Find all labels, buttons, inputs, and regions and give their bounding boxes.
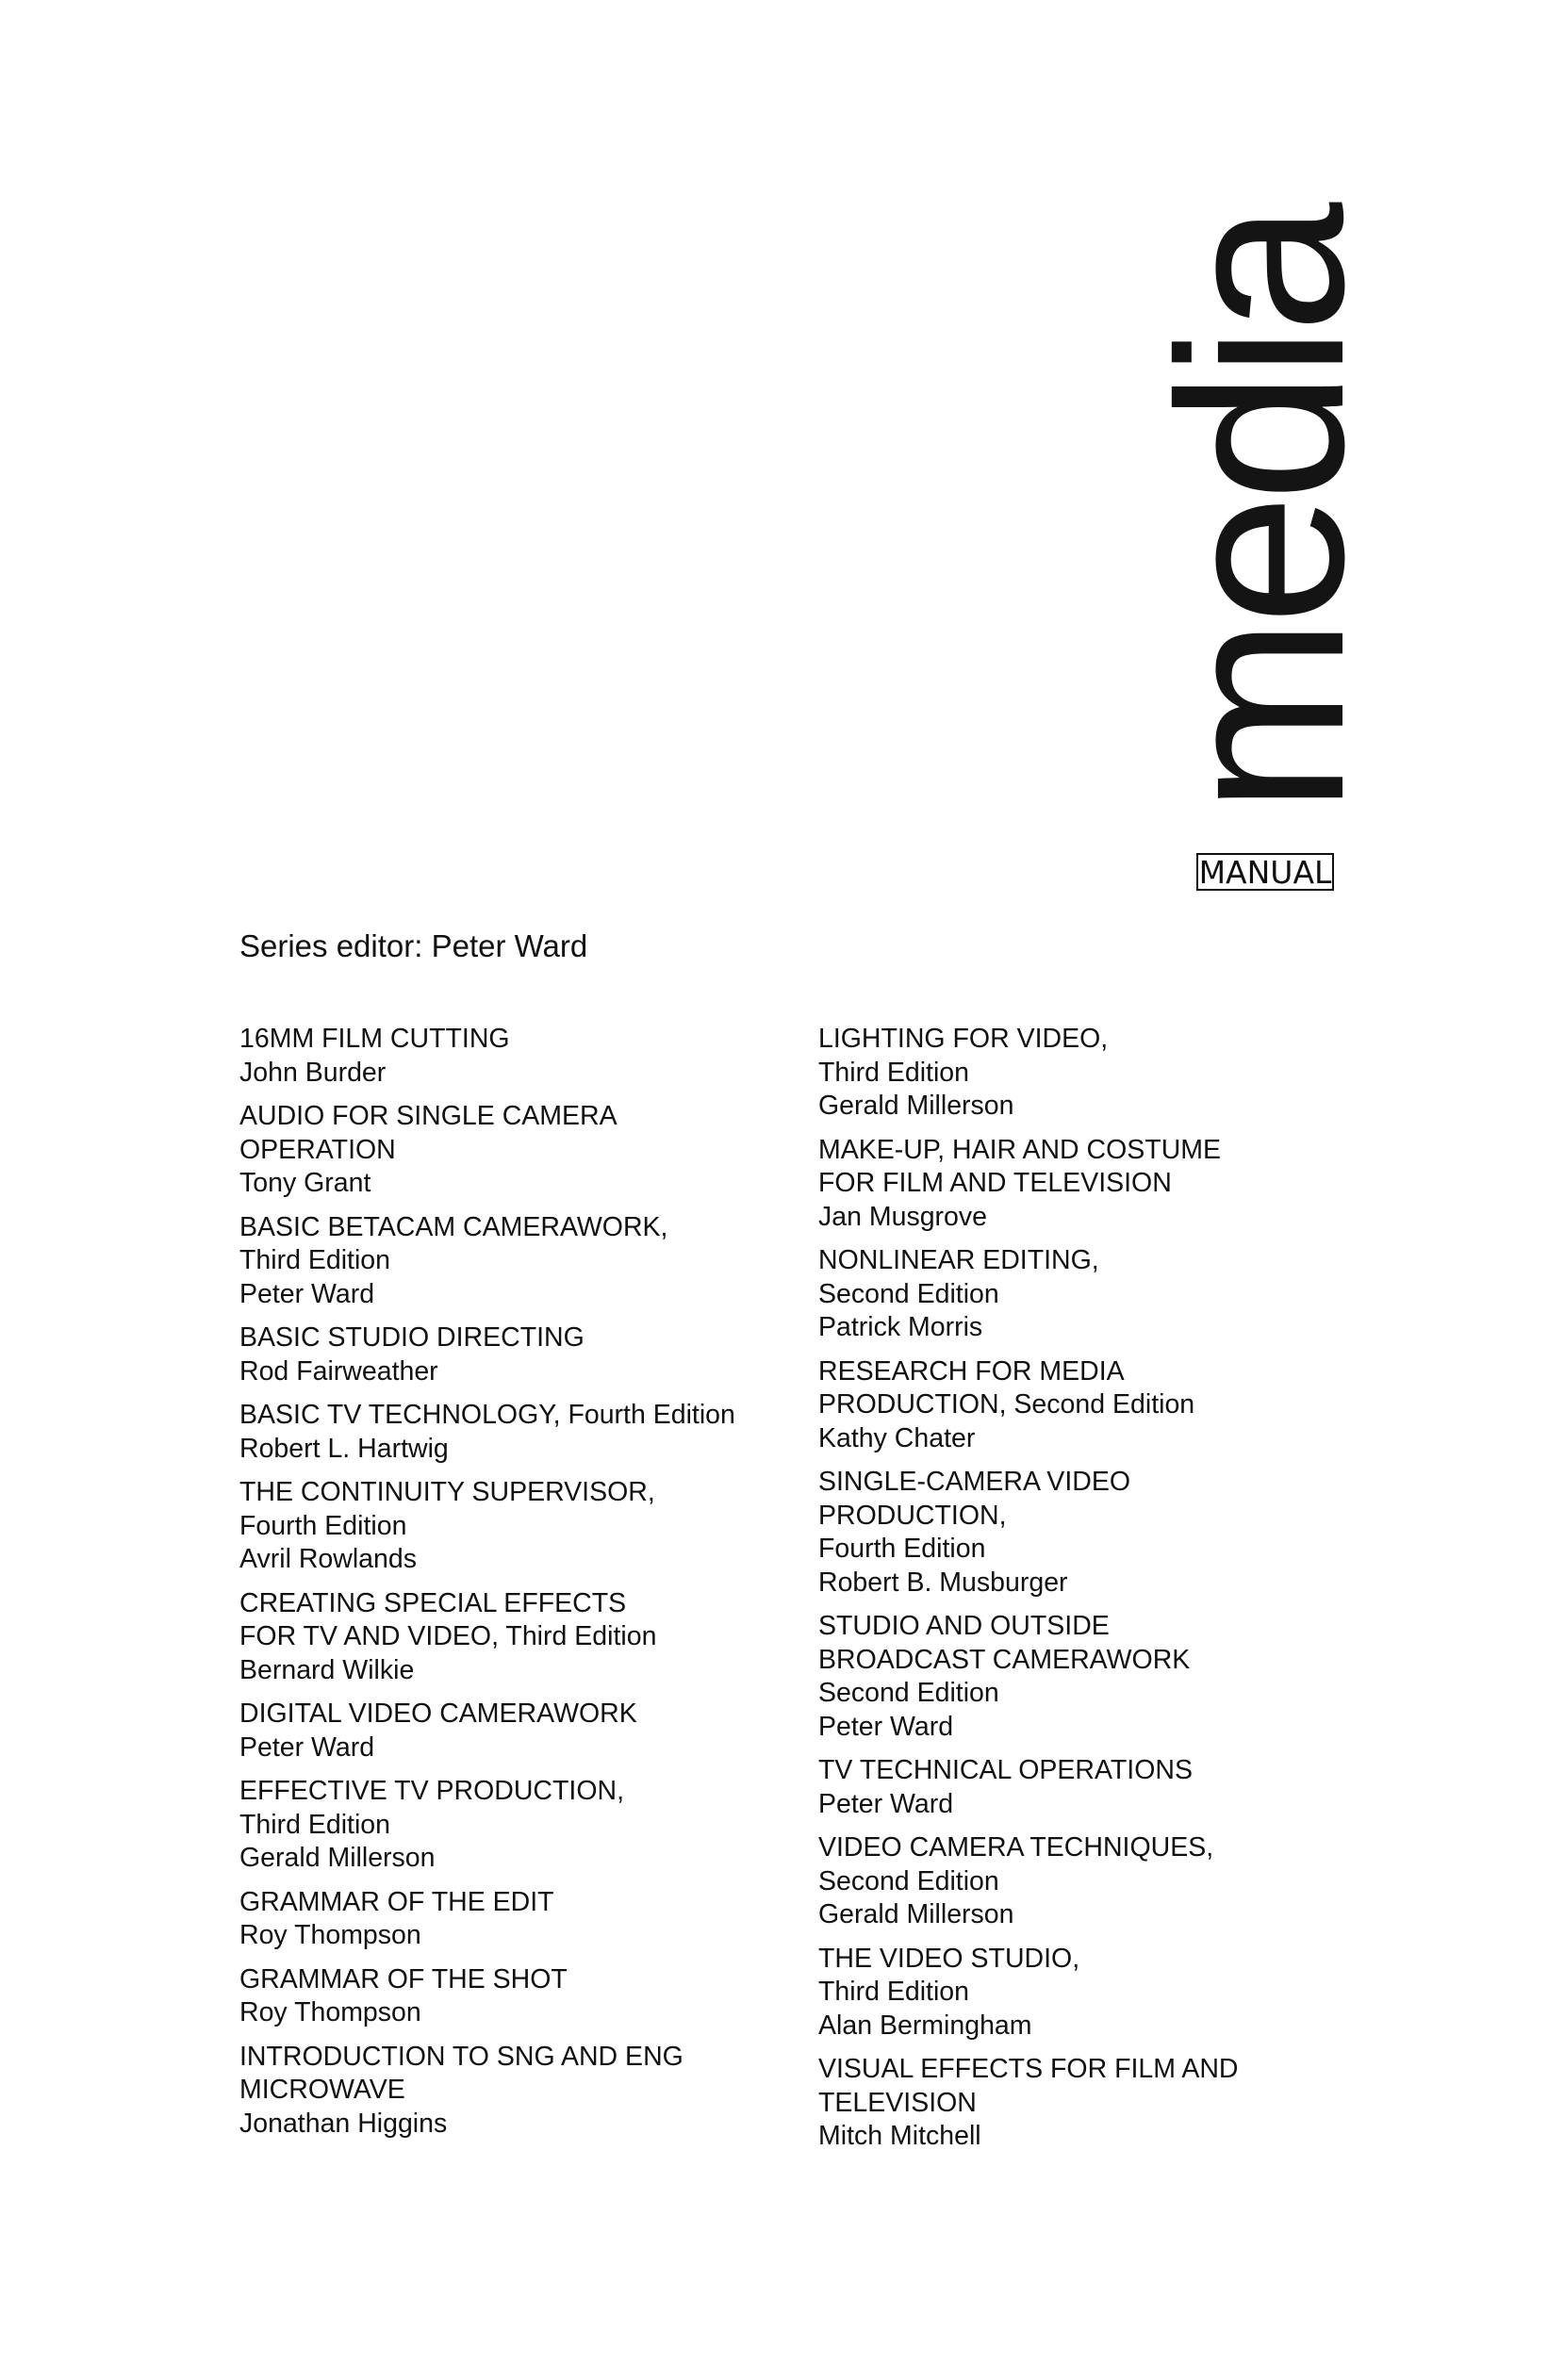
- book-title-line: DIGITAL VIDEO CAMERAWORK: [239, 1699, 637, 1729]
- book-title-line: Third Edition: [818, 1057, 969, 1088]
- book-title-line: BASIC TV TECHNOLOGY, Fourth Edition: [239, 1400, 735, 1430]
- book-author: Robert L. Hartwig: [239, 1433, 449, 1464]
- book-entry: [239, 1321, 767, 1388]
- book-author: Mitch Mitchell: [818, 2121, 981, 2151]
- book-title-line: TELEVISION: [818, 2087, 977, 2118]
- book-entry: [239, 1587, 767, 1688]
- book-author: Jan Musgrove: [818, 1201, 988, 1232]
- book-entry: [239, 1211, 767, 1312]
- book-list-right: [818, 1023, 1346, 2164]
- book-title-line: FOR TV AND VIDEO, Third Edition: [239, 1621, 657, 1651]
- book-entry: [239, 1100, 767, 1201]
- book-title-line: CREATING SPECIAL EFFECTS: [239, 1587, 627, 1618]
- book-title-line: BROADCAST CAMERAWORK: [818, 1644, 1191, 1675]
- book-entry: [818, 1355, 1346, 1456]
- book-title-line: Second Edition: [818, 1678, 999, 1708]
- book-author: Gerald Millerson: [818, 1091, 1014, 1121]
- book-author: Gerald Millerson: [239, 1843, 436, 1873]
- book-title-line: BASIC STUDIO DIRECTING: [239, 1322, 585, 1353]
- book-author: Tony Grant: [239, 1168, 371, 1198]
- book-author: Kathy Chater: [818, 1422, 976, 1453]
- book-author: John Burder: [239, 1057, 387, 1088]
- book-title-line: Second Edition: [818, 1865, 999, 1896]
- book-entry: [818, 1831, 1346, 1932]
- series-editor: Series editor: Peter Ward: [239, 928, 588, 963]
- book-entry: [818, 1754, 1346, 1821]
- book-title-line: THE VIDEO STUDIO,: [818, 1943, 1080, 1974]
- book-author: Roy Thompson: [239, 1997, 421, 2027]
- book-author: Roy Thompson: [239, 1920, 421, 1950]
- book-author: Gerald Millerson: [818, 1899, 1014, 1929]
- book-title-line: VISUAL EFFECTS FOR FILM AND: [818, 2054, 1239, 2084]
- book-entry: [239, 1886, 767, 1953]
- book-author: Alan Bermingham: [818, 2010, 1032, 2041]
- book-title-line: TV TECHNICAL OPERATIONS: [818, 1755, 1193, 1785]
- book-title-line: Second Edition: [818, 1278, 999, 1309]
- book-title-line: INTRODUCTION TO SNG AND ENG: [239, 2041, 683, 2072]
- book-author: Patrick Morris: [818, 1312, 983, 1342]
- book-author: Peter Ward: [818, 1711, 954, 1742]
- book-title-line: NONLINEAR EDITING,: [818, 1245, 1099, 1275]
- logo-word-wrapper: [1128, 179, 1392, 844]
- logo-manual-box: MANUAL: [1196, 853, 1334, 891]
- book-entry: [239, 2041, 767, 2142]
- book-entry: [239, 1775, 767, 1876]
- book-title-line: BASIC BETACAM CAMERAWORK,: [239, 1211, 668, 1242]
- book-author: Robert B. Musburger: [818, 1567, 1068, 1598]
- book-title-line: FOR FILM AND TELEVISION: [818, 1168, 1172, 1198]
- book-entry: [818, 1023, 1346, 1124]
- book-title-line: Fourth Edition: [818, 1534, 986, 1564]
- book-title-line: Third Edition: [239, 1809, 390, 1840]
- book-title-line: EFFECTIVE TV PRODUCTION,: [239, 1776, 625, 1806]
- book-entry: [818, 1244, 1346, 1345]
- logo-word: media: [1128, 209, 1392, 813]
- book-title-line: PRODUCTION,: [818, 1500, 1007, 1531]
- book-title-line: 16MM FILM CUTTING: [239, 1024, 510, 1054]
- book-title-line: MICROWAVE: [239, 2075, 405, 2105]
- book-title-line: VIDEO CAMERA TECHNIQUES,: [818, 1832, 1214, 1863]
- book-title-line: GRAMMAR OF THE SHOT: [239, 1963, 568, 1994]
- book-title-line: GRAMMAR OF THE EDIT: [239, 1886, 554, 1917]
- book-title-line: SINGLE-CAMERA VIDEO: [818, 1467, 1130, 1497]
- book-author: Avril Rowlands: [239, 1544, 417, 1574]
- book-entry: [818, 2053, 1346, 2154]
- book-title-line: Fourth Edition: [239, 1510, 407, 1541]
- book-entry: [239, 1698, 767, 1764]
- book-author: Peter Ward: [239, 1732, 375, 1763]
- book-author: Bernard Wilkie: [239, 1654, 415, 1685]
- book-title-line: PRODUCTION, Second Edition: [818, 1389, 1195, 1420]
- book-title-line: Third Edition: [818, 1977, 969, 2007]
- book-author: Jonathan Higgins: [239, 2108, 448, 2139]
- book-entry: [818, 1610, 1346, 1744]
- book-entry: [818, 1134, 1346, 1235]
- book-entry: [239, 1023, 767, 1090]
- book-title-line: MAKE-UP, HAIR AND COSTUME: [818, 1134, 1222, 1165]
- book-entry: [239, 1476, 767, 1577]
- book-list-left: [239, 1023, 767, 2151]
- book-title-line: OPERATION: [239, 1134, 396, 1165]
- book-author: Peter Ward: [818, 1788, 954, 1819]
- book-entry: [239, 1963, 767, 2030]
- media-manual-logo: [1128, 179, 1392, 905]
- book-title-line: STUDIO AND OUTSIDE: [818, 1611, 1110, 1641]
- book-title-line: RESEARCH FOR MEDIA: [818, 1355, 1125, 1387]
- book-entry: [818, 1943, 1346, 2044]
- book-title-line: THE CONTINUITY SUPERVISOR,: [239, 1477, 655, 1507]
- book-title-line: LIGHTING FOR VIDEO,: [818, 1024, 1109, 1054]
- book-title-line: AUDIO FOR SINGLE CAMERA: [239, 1101, 618, 1131]
- book-author: Peter Ward: [239, 1278, 375, 1309]
- book-author: Rod Fairweather: [239, 1355, 438, 1387]
- book-title-line: Third Edition: [239, 1245, 390, 1275]
- book-entry: [239, 1399, 767, 1466]
- book-entry: [818, 1466, 1346, 1600]
